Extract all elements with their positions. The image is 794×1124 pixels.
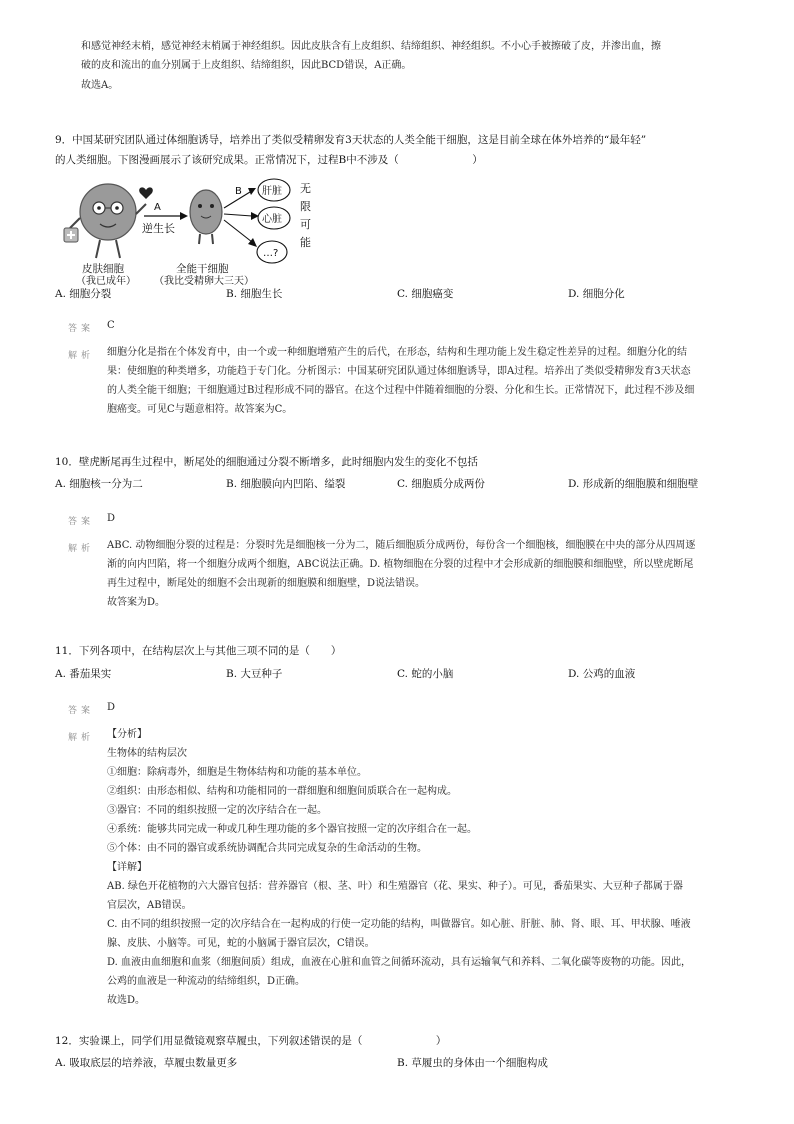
- q10-analysis-line-4: 故答案为D。: [107, 597, 166, 608]
- q11-answer-label: 答案: [68, 706, 95, 716]
- side-char-1: 无: [300, 182, 311, 195]
- q10-option-a[interactable]: A. 细胞核一分为二: [55, 478, 143, 490]
- q10-analysis-line-1: ABC. 动物细胞分裂的过程是：分裂时先是细胞核一分为二，随后细胞质分成两份，每份含一个细胞核，细胞膜在中央的部分从四周逐: [107, 540, 696, 551]
- q9-analysis-line-4: 胞癌变。可见C与题意相符。故答案为C。: [107, 404, 293, 415]
- q9-stem-line-2: 的人类细胞。下图漫画展示了该研究成果。正常情况下，过程B中不涉及（ ）: [55, 154, 483, 166]
- q11-analysis-line-9: AB. 绿色开花植物的六大器官包括：营养器官（根、茎、叶）和生殖器官（花、果实、种子）。可见，番茄果实、大豆种子都属于器: [107, 881, 683, 892]
- q11-answer: D: [107, 702, 116, 713]
- q11-analysis-line-4: ②组织：由形态相似、结构和功能相同的一群细胞和细胞间质联合在一起构成。: [107, 786, 457, 797]
- q11-option-d[interactable]: D. 公鸡的血液: [568, 668, 636, 680]
- q9-analysis-label: 解析: [68, 351, 95, 361]
- q9-option-c[interactable]: C. 细胞癌变: [397, 288, 454, 300]
- q11-analysis-line-10: 官层次，AB错误。: [107, 900, 192, 911]
- arrow-b-label: B: [235, 186, 242, 197]
- q11-analysis-line-3: ①细胞：除病毒外，细胞是生物体结构和功能的基本单位。: [107, 767, 367, 778]
- q9-answer-label: 答案: [68, 324, 95, 334]
- q10-answer-label: 答案: [68, 517, 95, 527]
- side-char-2: 限: [300, 200, 311, 213]
- q9-option-b[interactable]: B. 细胞生长: [226, 288, 283, 300]
- q11-analysis-line-1: 【分析】: [107, 729, 147, 740]
- continuation-line-1: 和感觉神经末梢，感觉神经末梢属于神经组织。因此皮肤含有上皮组织、结缔组织、神经组织。不小心手被擦破了皮，并渗出血，擦: [81, 41, 661, 52]
- stem-cell-figure: [190, 190, 222, 244]
- reverse-growth-label: 逆生长: [142, 222, 175, 235]
- q11-stem: 11．下列各项中，在结构层次上与其他三项不同的是（ ）: [55, 645, 342, 657]
- q12-stem: 12．实验课上，同学们用显微镜观察草履虫，下列叙述错误的是（ ）: [55, 1035, 447, 1047]
- q10-option-b[interactable]: B. 细胞膜向内凹陷、缢裂: [226, 478, 346, 490]
- q9-analysis-line-3: 的人类全能干细胞；干细胞通过B过程形成不同的器官。在这个过程中伴随着细胞的分裂、分化和生长。正常情况下，此过程不涉及细: [107, 385, 695, 396]
- organ-heart-label: 心脏: [262, 214, 282, 225]
- organ-liver-label: 肝脏: [262, 186, 282, 197]
- q11-analysis-label: 解析: [68, 733, 95, 743]
- q10-option-d[interactable]: D. 形成新的细胞膜和细胞壁: [568, 478, 699, 490]
- arrow-a-label: A: [154, 202, 161, 213]
- q10-analysis-line-2: 渐的向内凹陷，将一个细胞分成两个细胞，ABC说法正确。D. 植物细胞在分裂的过程中才会形成新的细胞膜和细胞壁，所以壁虎断尾: [107, 559, 694, 570]
- skin-cell-note: （我已成年）: [76, 276, 136, 286]
- q12-option-a[interactable]: A. 吸取底层的培养液，草履虫数量更多: [55, 1057, 238, 1069]
- q10-option-c[interactable]: C. 细胞质分成两份: [397, 478, 485, 490]
- q11-option-b[interactable]: B. 大豆种子: [226, 668, 283, 680]
- stem-cell-caption: 全能干细胞: [176, 263, 229, 275]
- stem-cell-note: （我比受精卵大三天）: [154, 276, 254, 286]
- q10-stem-emphasis: 不包括: [446, 456, 478, 468]
- q10-answer: D: [107, 513, 116, 524]
- q10-analysis-line-3: 再生过程中，断尾处的细胞不会出现新的细胞膜和细胞壁，D说法错误。: [107, 578, 426, 589]
- q11-analysis-line-12: 腺、皮肤、小脑等。可见，蛇的小脑属于器官层次，C错误。: [107, 938, 375, 949]
- q11-analysis-line-5: ③器官：不同的组织按照一定的次序结合在一起。: [107, 805, 327, 816]
- q11-option-a[interactable]: A. 番茄果实: [55, 668, 112, 680]
- q11-analysis-line-11: C. 由不同的组织按照一定的次序结合在一起构成的行使一定功能的结构，叫做器官。如心脏、肝脏、肺、肾、眼、耳、甲状腺、唾液: [107, 919, 691, 930]
- heart-icon: [139, 187, 153, 199]
- skin-cell-figure: [64, 184, 146, 258]
- q12-option-b[interactable]: B. 草履虫的身体由一个细胞构成: [397, 1057, 548, 1069]
- q11-analysis-line-13: D. 血液由血细胞和血浆（细胞间质）组成，血液在心脏和血管之间循环流动，具有运输氧气和养料、二氧化碳等废物的功能。因此，: [107, 957, 692, 968]
- q10-analysis-label: 解析: [68, 544, 95, 554]
- q11-analysis-line-2: 生物体的结构层次: [107, 748, 187, 759]
- q11-analysis-line-6: ④系统：能够共同完成一种或几种生理功能的多个器官按照一定的次序组合在一起。: [107, 824, 477, 835]
- q10-stem: [55, 455, 478, 470]
- q9-stem-line-1: 9．中国某研究团队通过体细胞诱导，培养出了类似受精卵发育3天状态的人类全能干细胞，这是目前全球在体外培养的“最年轻”: [55, 134, 647, 146]
- q9-option-a[interactable]: A. 细胞分裂: [55, 288, 112, 300]
- q10-stem-text: 10．壁虎断尾再生过程中，断尾处的细胞通过分裂不断增多，此时细胞内发生的变化: [55, 456, 447, 468]
- continuation-line-3: 故选A。: [81, 80, 119, 91]
- q11-analysis-line-8: 【详解】: [107, 862, 147, 873]
- q9-answer: C: [107, 320, 115, 331]
- organ-unknown-label: …?: [263, 248, 279, 259]
- q9-figure: [62, 178, 322, 286]
- skin-cell-caption: 皮肤细胞: [82, 263, 124, 275]
- side-char-3: 可: [300, 218, 311, 231]
- q9-analysis-line-1: 细胞分化是指在个体发育中，由一个或一种细胞增殖产生的后代，在形态，结构和生理功能上发生稳定性差异的过程。细胞分化的结: [107, 347, 687, 358]
- q9-analysis-line-2: 果：使细胞的种类增多，功能趋于专门化。分析图示：中国某研究团队通过体细胞诱导，即A过程。培养出了类似受精卵发育3天状态: [107, 366, 691, 377]
- side-char-4: 能: [300, 236, 311, 249]
- q9-option-d[interactable]: D. 细胞分化: [568, 288, 625, 300]
- q11-analysis-line-7: ⑤个体：由不同的器官或系统协调配合共同完成复杂的生命活动的生物。: [107, 843, 427, 854]
- continuation-line-2: 破的皮和流出的血分别属于上皮组织、结缔组织，因此BCD错误，A正确。: [81, 60, 412, 71]
- q11-option-c[interactable]: C. 蛇的小脑: [397, 668, 454, 680]
- q11-analysis-line-14: 公鸡的血液是一种流动的结缔组织，D正确。: [107, 976, 306, 987]
- q11-analysis-line-15: 故选D。: [107, 995, 146, 1006]
